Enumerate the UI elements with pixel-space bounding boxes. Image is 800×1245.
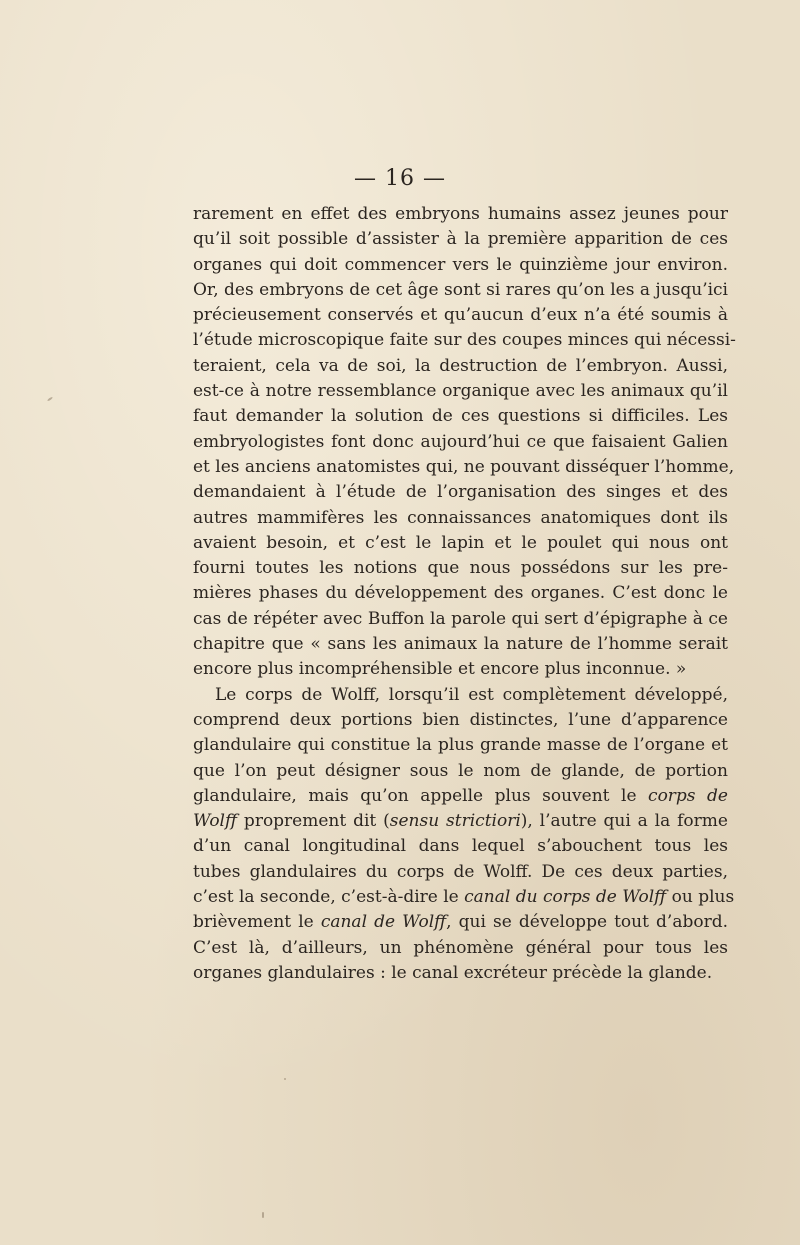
text-run: d’un canal longitudinal dans lequel s’abouchent tous les	[193, 836, 728, 857]
page-number: — 16 —	[354, 166, 446, 191]
paper-speck	[47, 396, 53, 401]
text-run: autres mammifères les connaissances anatomiques dont ils	[193, 507, 728, 528]
text-line	[193, 936, 728, 961]
text-line	[193, 809, 728, 834]
text-run: que l’on peut désigner sous le nom de glande, de portion	[193, 760, 728, 781]
paper-speck	[262, 1212, 264, 1218]
text-line	[193, 253, 728, 278]
text-run: demandaient à l’étude de l’organisation des singes et des	[193, 482, 728, 503]
text-line	[193, 556, 728, 581]
text-line	[193, 379, 728, 404]
text-run: glandulaire qui constitue la plus grande masse de l’organe et	[193, 735, 728, 756]
text-run: encore plus incompréhensible et encore plus inconnue. »	[193, 659, 687, 680]
text-line	[193, 759, 728, 784]
text-run: est-ce à notre ressemblance organique avec les animaux qu’il	[193, 381, 728, 402]
text-line	[193, 506, 728, 531]
text-run: teraient, cela va de soi, la destruction de l’embryon. Aussi,	[193, 355, 728, 376]
text-run: Le corps de Wolff, lorsqu’il est complètement développé,	[215, 684, 728, 705]
text-run: ou plus	[666, 887, 735, 908]
text-line	[193, 885, 735, 910]
text-run: organes glandulaires : le canal excréteur précède la glande.	[193, 962, 713, 983]
text-run: chapitre que « sans les animaux la nature de l’homme serait	[193, 634, 728, 655]
italic-text: Wolff	[193, 811, 238, 832]
text-line	[193, 480, 728, 505]
text-run: avaient besoin, et c’est le lapin et le poulet qui nous ont	[193, 532, 728, 553]
text-run: glandulaire, mais qu’on appelle plus souvent le	[193, 785, 649, 806]
text-run: fourni toutes les notions que nous possédons sur les pre-	[193, 558, 728, 579]
text-line	[193, 278, 728, 303]
text-line	[193, 430, 728, 455]
italic-text: sensu strictiori	[389, 811, 521, 832]
text-line	[193, 303, 728, 328]
text-run: Or, des embryons de cet âge sont si rares qu’on les a jusqu’ici	[193, 279, 728, 300]
text-run: comprend deux portions bien distinctes, l’une d’apparence	[193, 709, 728, 730]
text-run: rarement en effet des embryons humains assez jeunes pour	[193, 204, 728, 224]
text-run: C’est là, d’ailleurs, un phénomène général pour tous les	[193, 937, 728, 958]
text-run: et les anciens anatomistes qui, ne pouvant disséquer l’homme,	[193, 456, 735, 477]
text-run: c’est la seconde, c’est-à-dire le	[193, 887, 465, 908]
text-line	[193, 657, 728, 682]
text-run: tubes glandulaires du corps de Wolff. De ces deux parties,	[193, 861, 728, 882]
text-line	[193, 202, 728, 227]
text-line	[193, 328, 736, 353]
text-line	[193, 531, 728, 556]
text-run: embryologistes font donc aujourd’hui ce que faisaient Galien	[193, 431, 728, 452]
text-run: ), l’autre qui a la forme	[520, 811, 728, 832]
body-text	[193, 202, 736, 986]
italic-text: corps de	[648, 785, 728, 806]
italic-text: canal de Wolff	[320, 912, 447, 933]
text-line	[193, 354, 728, 379]
text-line	[193, 632, 728, 657]
text-run: proprement dit (	[237, 811, 390, 832]
paragraph	[193, 683, 735, 987]
text-run: l’étude microscopique faite sur des coupes minces qui nécessi-	[193, 330, 736, 351]
text-run: qu’il soit possible d’assister à la première apparition de ces	[193, 229, 728, 250]
text-run: précieusement conservés et qu’aucun d’eux n’a été soumis à	[193, 305, 728, 326]
paper-speck	[284, 1078, 286, 1080]
text-line	[193, 708, 728, 733]
text-line	[193, 581, 728, 606]
text-line	[193, 834, 728, 859]
text-line	[193, 404, 728, 429]
italic-text: canal du corps de Wolff	[464, 887, 667, 908]
text-line	[193, 607, 728, 632]
text-run: faut demander la solution de ces questions si difficiles. Les	[193, 406, 728, 427]
text-run: cas de répéter avec Buffon la parole qui sert d’épigraphe à ce	[193, 608, 728, 629]
text-run: mières phases du développement des organes. C’est donc le	[193, 583, 728, 604]
text-line	[193, 455, 735, 480]
text-line	[193, 227, 728, 252]
text-line	[193, 733, 728, 758]
text-line	[193, 961, 728, 986]
text-line	[193, 784, 728, 809]
text-line	[193, 910, 728, 935]
paragraph	[193, 202, 736, 683]
text-run: organes qui doit commencer vers le quinzième jour environ.	[193, 254, 728, 275]
text-line	[193, 683, 728, 708]
text-line	[193, 860, 728, 885]
text-run: , qui se développe tout d’abord.	[446, 912, 728, 933]
text-run: brièvement le	[193, 912, 321, 933]
